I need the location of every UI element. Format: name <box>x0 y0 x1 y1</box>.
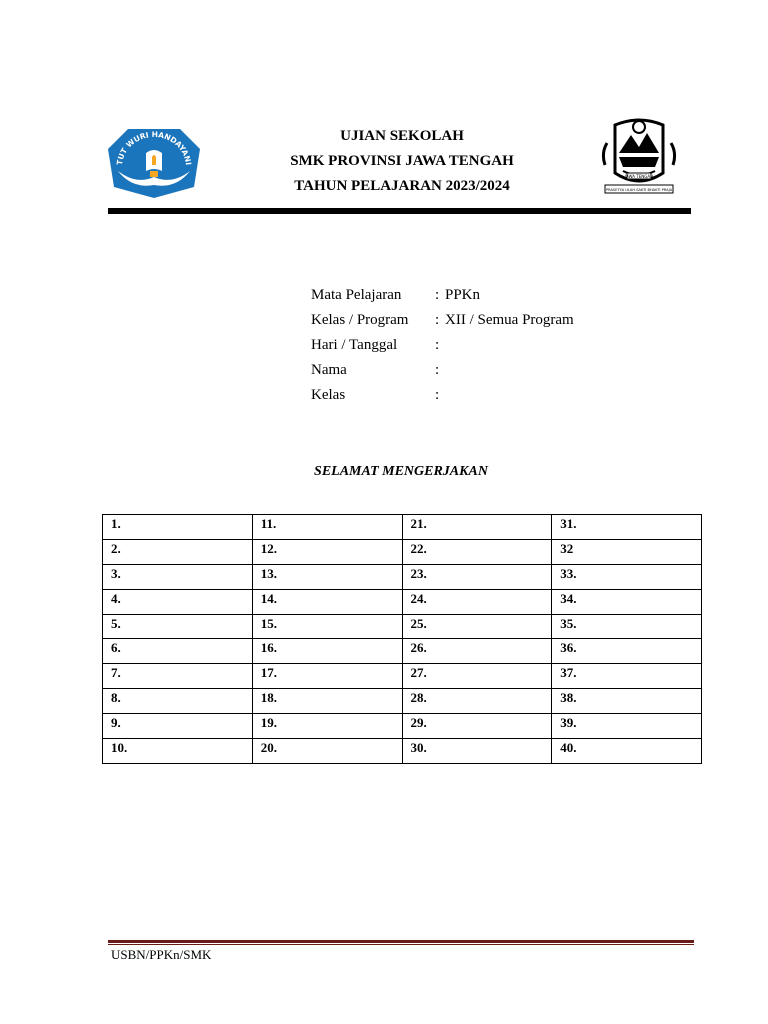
table-row <box>103 515 702 540</box>
info-separator: : <box>435 362 440 378</box>
answer-cell: 10. <box>103 739 253 764</box>
table-row <box>103 539 702 564</box>
info-value: PPKn <box>445 287 481 303</box>
table-row <box>103 614 702 639</box>
info-value <box>445 386 651 411</box>
footer-divider <box>108 940 694 945</box>
answer-cell: 16. <box>252 639 402 664</box>
answer-cell: 21. <box>402 515 552 540</box>
exam-info-block <box>311 286 651 411</box>
answer-cell: 22. <box>402 539 552 564</box>
info-row-name <box>311 361 651 386</box>
header-divider <box>108 208 691 214</box>
answer-cell: 11. <box>252 515 402 540</box>
answer-cell: 35. <box>552 614 702 639</box>
answer-cell: 14. <box>252 589 402 614</box>
info-row-class <box>311 386 651 411</box>
answer-cell: 34. <box>552 589 702 614</box>
greeting-text: SELAMAT MENGERJAKAN <box>314 464 488 479</box>
info-separator: : <box>435 337 440 353</box>
answer-cell: 38. <box>552 689 702 714</box>
footer-text: USBN/PPKn/SMK <box>111 947 212 962</box>
answer-cell: 24. <box>402 589 552 614</box>
logo-right-bottom-text: PRASETYA ULAH SAKTI BHAKTI PRAJA <box>605 188 673 192</box>
answer-cell: 18. <box>252 689 402 714</box>
answer-cell: 8. <box>103 689 253 714</box>
answer-cell: 27. <box>402 664 552 689</box>
answer-cell: 40. <box>552 739 702 764</box>
table-row <box>103 639 702 664</box>
table-row <box>103 589 702 614</box>
answer-cell: 13. <box>252 564 402 589</box>
answer-cell: 23. <box>402 564 552 589</box>
answer-cell: 7. <box>103 664 253 689</box>
answer-cell: 28. <box>402 689 552 714</box>
answer-cell: 17. <box>252 664 402 689</box>
answer-table <box>102 514 702 764</box>
info-value: XII / Semua Program <box>445 312 574 328</box>
answer-cell: 25. <box>402 614 552 639</box>
table-row <box>103 689 702 714</box>
answer-cell: 36. <box>552 639 702 664</box>
info-separator: : <box>435 312 440 328</box>
answer-cell: 31. <box>552 515 702 540</box>
answer-cell: 9. <box>103 714 253 739</box>
answer-cell: 3. <box>103 564 253 589</box>
info-value <box>445 361 651 386</box>
answer-cell: 33. <box>552 564 702 589</box>
answer-cell: 37. <box>552 664 702 689</box>
table-row <box>103 564 702 589</box>
answer-cell: 2. <box>103 539 253 564</box>
info-row-day-date <box>311 336 651 361</box>
info-value <box>445 336 651 361</box>
tut-wuri-handayani-logo <box>106 127 202 199</box>
info-label: Hari / Tanggal <box>311 337 398 353</box>
info-label: Kelas / Program <box>311 312 409 328</box>
answer-cell: 26. <box>402 639 552 664</box>
table-row <box>103 714 702 739</box>
answer-cell: 19. <box>252 714 402 739</box>
table-row <box>103 664 702 689</box>
info-label: Nama <box>311 362 347 378</box>
answer-cell: 5. <box>103 614 253 639</box>
answer-cell: 30. <box>402 739 552 764</box>
answer-cell: 20. <box>252 739 402 764</box>
answer-cell: 29. <box>402 714 552 739</box>
logo-right-top-text: JAWA TENGAH <box>624 174 654 179</box>
info-separator: : <box>435 287 440 303</box>
header-title-line1: UJIAN SEKOLAH <box>340 128 464 144</box>
jawa-tengah-coat-of-arms <box>597 113 681 201</box>
header-title-line3: TAHUN PELAJARAN 2023/2024 <box>294 178 510 194</box>
info-row-subject <box>311 286 651 311</box>
answer-cell: 12. <box>252 539 402 564</box>
info-label: Kelas <box>311 387 346 403</box>
info-label: Mata Pelajaran <box>311 287 402 303</box>
table-row <box>103 739 702 764</box>
info-row-class-program <box>311 311 651 336</box>
answer-cell: 15. <box>252 614 402 639</box>
answer-cell: 1. <box>103 515 253 540</box>
header-title-line2: SMK PROVINSI JAWA TENGAH <box>290 153 514 169</box>
answer-cell: 4. <box>103 589 253 614</box>
answer-cell: 39. <box>552 714 702 739</box>
logo-left-text: TUT WURI HANDAYANI <box>115 129 193 166</box>
answer-cell: 32 <box>552 539 702 564</box>
answer-cell: 6. <box>103 639 253 664</box>
info-separator: : <box>435 387 440 403</box>
